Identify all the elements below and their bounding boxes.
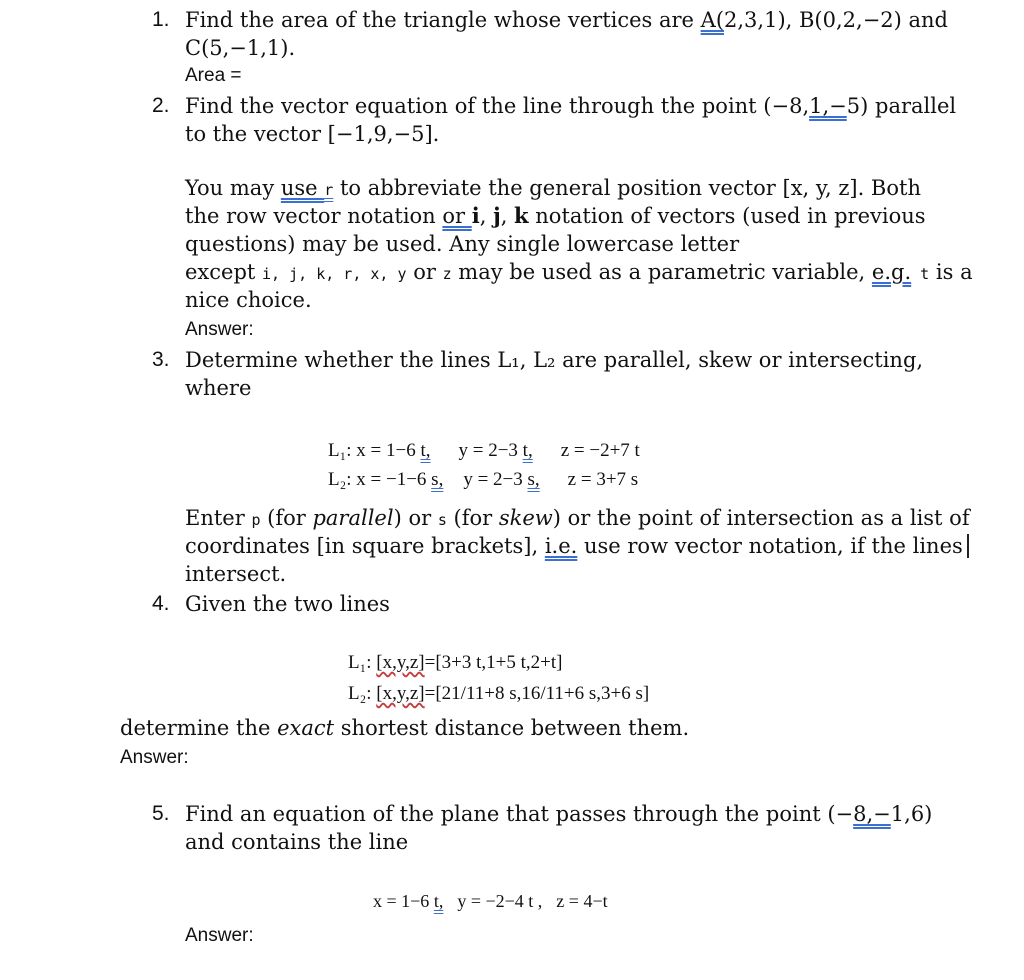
q2-note2-sep2: , bbox=[500, 204, 515, 228]
q3-eq2-label: L₂: bbox=[328, 469, 357, 490]
q1-text-c: 2,3,1), B(0,2,−2) and bbox=[724, 8, 949, 32]
q2-note2-or: or bbox=[442, 204, 472, 228]
q2-note4-e: is a bbox=[929, 260, 973, 284]
q3-number: 3. bbox=[152, 348, 170, 371]
q2-note4-or: or bbox=[406, 260, 443, 284]
q1-point-a-underlined: A( bbox=[700, 8, 725, 32]
q4-eq2-label: L₂: bbox=[348, 683, 377, 704]
q4-eq-L2 bbox=[348, 681, 649, 707]
q3-enter-line3: intersect. bbox=[185, 562, 287, 586]
q3-enter-line1 bbox=[185, 504, 970, 534]
q3-eq1-x: x = 1−6 bbox=[356, 440, 421, 461]
q2-answer-label: Answer: bbox=[185, 319, 254, 340]
q1-text-a: Find the area of the triangle whose vertices are bbox=[185, 8, 701, 32]
q2-note-a: You may bbox=[185, 176, 281, 200]
q5-eq-z: z = 4−t bbox=[556, 891, 608, 911]
q3-eq1-z: z = −2+7 t bbox=[560, 440, 640, 461]
q3-eq1-label: L₁: bbox=[328, 440, 357, 461]
q2-note-r: r bbox=[324, 181, 334, 199]
q5-answer-label: Answer: bbox=[185, 925, 254, 946]
q4-eq-L1 bbox=[348, 650, 562, 676]
q2-note-line1 bbox=[185, 174, 921, 204]
q3-enter-d: (for bbox=[446, 506, 499, 530]
q4-number: 4. bbox=[152, 592, 170, 615]
q3-enter-skew: skew bbox=[498, 506, 553, 530]
q2-number: 2. bbox=[152, 94, 170, 117]
q2-note-line2 bbox=[185, 202, 926, 230]
q3-eq2-x-param: s, bbox=[431, 469, 444, 490]
q1-answer-label: Area = bbox=[185, 65, 242, 86]
q3-eq-L1 bbox=[328, 438, 640, 464]
q2-note4-t: t bbox=[911, 265, 930, 283]
q1-number: 1. bbox=[152, 8, 170, 31]
q5-line1-c: 1,6) bbox=[890, 802, 933, 826]
q2-text-line1 bbox=[185, 92, 956, 120]
q2-note2-j: j bbox=[493, 203, 501, 228]
q3-eq2-x: x = −1−6 bbox=[356, 469, 432, 490]
q1-text-line2: C(5,−1,1). bbox=[185, 36, 296, 60]
q3-enter-a: Enter bbox=[185, 506, 252, 530]
q3-eq2-y-param: s, bbox=[527, 469, 540, 490]
q5-line1-underlined: 8,− bbox=[853, 802, 891, 826]
q2-note4-letters: i, j, k, r, x, y bbox=[262, 265, 407, 283]
q2-text-line2: to the vector [−1,9,−5]. bbox=[185, 122, 440, 146]
q3-enter-p: p bbox=[251, 511, 261, 529]
q3-enter2-c: use row vector notation, if the lines bbox=[577, 534, 963, 558]
q3-enter2-ie: i.e. bbox=[544, 534, 578, 558]
q1-text-line1 bbox=[185, 6, 948, 34]
q2-note4-c: may be used as a parametric variable, bbox=[451, 260, 872, 284]
q2-note2-sep1: , bbox=[479, 204, 494, 228]
q3-eq-L2 bbox=[328, 467, 638, 493]
q5-line1-a: Find an equation of the plane that passes through the point (− bbox=[185, 802, 854, 826]
q5-eq-line bbox=[373, 888, 608, 914]
q2-note4-z: z bbox=[442, 265, 452, 283]
q3-eq1-y-param: t, bbox=[522, 440, 533, 461]
q4-eq1-label: L₁: bbox=[348, 652, 377, 673]
q3-enter-e: ) or the point of intersection as a list of bbox=[552, 506, 970, 530]
q3-text-line1: Determine whether the lines L₁, L₂ are parallel, skew or intersecting, bbox=[185, 348, 924, 372]
q4-line2-exact: exact bbox=[277, 716, 335, 740]
q5-eq-y: y = −2−4 t , bbox=[457, 891, 543, 911]
q5-number: 5. bbox=[152, 802, 170, 825]
q3-eq2-z: z = 3+7 s bbox=[567, 469, 639, 490]
q4-line2-a: determine the bbox=[120, 716, 278, 740]
q3-eq1-y: y = 2−3 bbox=[458, 440, 523, 461]
q4-eq1-rest: =[3+3 t,1+5 t,2+t] bbox=[424, 652, 563, 673]
q4-eq2-rest: =[21/11+8 s,16/11+6 s,3+6 s] bbox=[424, 683, 650, 704]
q5-text-line1 bbox=[185, 800, 932, 828]
q2-note2-a: the row vector notation bbox=[185, 204, 443, 228]
q2-note4-a: except bbox=[185, 260, 263, 284]
q3-enter-parallel: parallel bbox=[312, 506, 394, 530]
q3-enter-line2 bbox=[185, 532, 969, 560]
q5-eq-x: x = 1−6 bbox=[373, 891, 434, 911]
q2-note4-eg: e.g. bbox=[871, 260, 912, 284]
q3-enter2-a: coordinates [in square brackets], bbox=[185, 534, 545, 558]
q2-note-line3: questions) may be used. Any single lowercase letter bbox=[185, 232, 740, 256]
q3-enter-b: (for bbox=[260, 506, 313, 530]
q5-text-line2: and contains the line bbox=[185, 830, 409, 854]
q2-text-a: Find the vector equation of the line through the point (−8, bbox=[185, 94, 810, 118]
q2-note-use: use bbox=[280, 176, 325, 200]
q2-note2-k: k bbox=[514, 203, 529, 228]
q2-note-line5: nice choice. bbox=[185, 288, 312, 312]
q4-line2-b: shortest distance between them. bbox=[334, 716, 690, 740]
q2-note-c: to abbreviate the general position vector [x, y, z]. Both bbox=[333, 176, 921, 200]
q2-text-c: 5) parallel bbox=[846, 94, 957, 118]
q2-text-underlined: 1,− bbox=[809, 94, 847, 118]
q3-enter-s: s bbox=[437, 511, 447, 529]
q3-eq2-y: y = 2−3 bbox=[463, 469, 528, 490]
text-cursor bbox=[967, 534, 969, 558]
q4-eq1-vector: [x,y,z] bbox=[376, 652, 425, 673]
q5-eq-x-param: t, bbox=[433, 891, 444, 911]
q4-text-line1: Given the two lines bbox=[185, 592, 390, 616]
q3-text-line2: where bbox=[185, 376, 252, 400]
q2-note-line4 bbox=[185, 258, 973, 288]
q3-eq1-x-param: t, bbox=[420, 440, 431, 461]
q4-text-line2 bbox=[120, 714, 689, 742]
q2-note2-e: notation of vectors (used in previous bbox=[528, 204, 926, 228]
q3-enter-c: ) or bbox=[393, 506, 438, 530]
q2-note2-i: i bbox=[471, 203, 480, 228]
q4-answer-label: Answer: bbox=[120, 747, 189, 768]
q4-eq2-vector: [x,y,z] bbox=[376, 683, 425, 704]
